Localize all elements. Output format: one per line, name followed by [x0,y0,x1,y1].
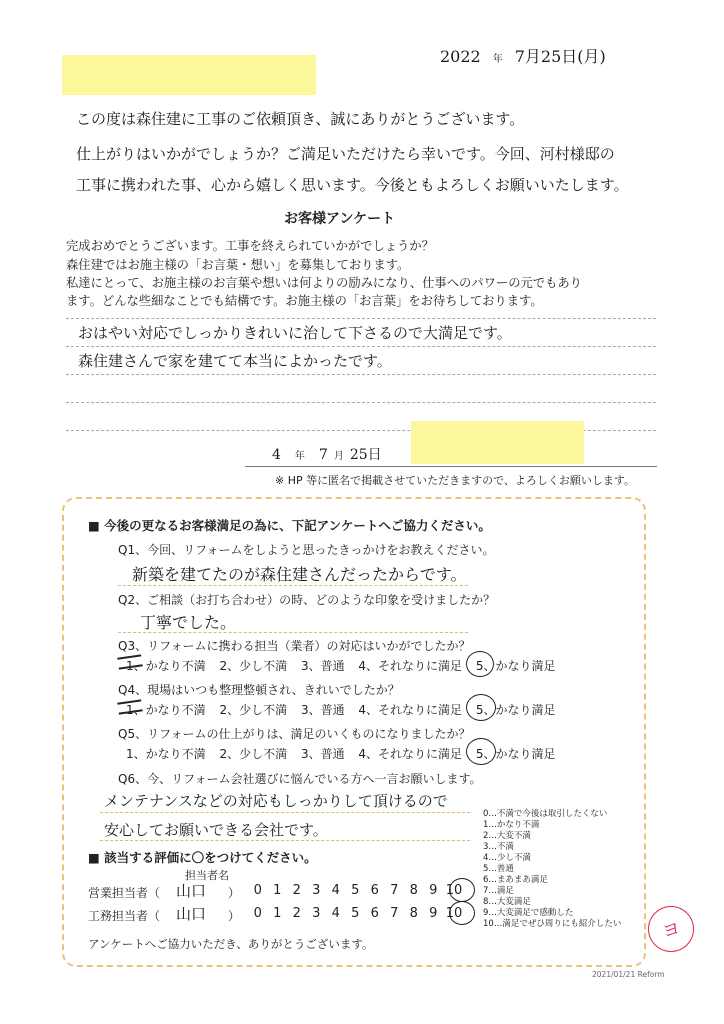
works-score-10[interactable]: 10 [445,906,463,921]
sales-score-7[interactable]: 7 [390,883,399,898]
inspection-stamp [648,906,694,952]
works-score-1[interactable]: 1 [273,906,282,921]
legend-item: 9…大変満足で感動した [483,908,574,918]
q6-rule-2 [100,840,470,841]
sales-score-0[interactable]: 0 [253,883,262,898]
letter-line-1: この度は森住建に工事のご依頼頂き、誠にありがとうございます。 [76,110,525,128]
q5-selected-circle [466,738,496,765]
works-score-7[interactable]: 7 [390,906,399,921]
works-scale [248,906,465,921]
sales-scale [248,883,465,898]
sales-staff-label: 営業担当者（ [88,886,161,900]
letter-line-2: 仕上がりはいかがでしょうか？ご満足いただけたら幸いです。今回、河村様邸の [76,145,615,163]
intro-line-4: ます。どんな些細なことでも結構です。お施主様の「お言葉」をお待ちしております。 [66,294,543,308]
q5-option-4[interactable]: 4、それなりに満足 [358,747,463,761]
q3-text: Q3、リフォームに携わる担当（業者）の対応はいかがでしたか？ [118,639,471,653]
q6-answer-line-2: 安心してお願いできる会社です。 [104,821,328,839]
redacted-signature-highlight [411,421,584,464]
letter-line-3: 工事に携われた事、心から嬉しく思います。今後ともよろしくお願いいたします。 [76,176,629,194]
q6-rule-1 [100,812,470,813]
q4-option-4[interactable]: 4、それなりに満足 [358,703,463,717]
intro-line-1: 完成おめでとうございます。工事を終えられていかがでしょうか？ [66,239,434,253]
survey-title: お客様アンケート [284,211,396,227]
q5-text: Q5、リフォームの仕上がりは、満足のいくものになりましたか？ [118,727,471,741]
sales-score-8[interactable]: 8 [409,883,418,898]
works-score-5[interactable]: 5 [351,906,360,921]
sales-score-4[interactable]: 4 [331,883,340,898]
rating-legend [483,809,621,930]
intro-line-2: 森住建ではお施主様の「お言葉・想い」を募集しております。 [66,258,410,272]
legend-item: 6…まあまあ満足 [483,875,548,885]
sales-score-1[interactable]: 1 [273,883,282,898]
signature-date: 4 年 7 月 25日 [272,447,382,463]
q2-rule [118,632,468,633]
signature-rule [245,466,657,467]
works-score-6[interactable]: 6 [370,906,379,921]
sales-staff-row [88,884,160,901]
sales-score-6[interactable]: 6 [370,883,379,898]
q4-option-5[interactable]: 5、かなり満足 [475,703,556,717]
q5-option-2[interactable]: 2、少し不満 [219,747,288,761]
sales-score-3[interactable]: 3 [312,883,321,898]
works-score-3[interactable]: 3 [312,906,321,921]
q3-option-5[interactable]: 5、かなり満足 [475,659,556,673]
legend-item: 1…かなり不満 [483,820,540,830]
legend-item: 10…満足でぜひ周りにも紹介したい [483,919,622,929]
q3-option-2[interactable]: 2、少し不満 [219,659,288,673]
works-selected-circle [449,901,475,925]
comment-rule-2 [66,346,656,347]
comment-line-2: 森住建さんで家を建てて本当によかったです。 [78,352,392,370]
publish-note: ※ HP 等に匿名で掲載させていただきますので、よろしくお願いします。 [275,474,636,487]
q3-option-3[interactable]: 3、普通 [300,659,345,673]
works-score-2[interactable]: 2 [292,906,301,921]
sales-close-paren: ） [228,886,241,900]
q4-selected-circle [466,694,496,721]
q4-option-2[interactable]: 2、少し不満 [219,703,288,717]
q4-option-3[interactable]: 3、普通 [300,703,345,717]
works-close-paren: ） [228,909,241,923]
q2-answer: 丁寧でした。 [140,613,237,632]
works-staff-row [88,907,160,924]
works-score-8[interactable]: 8 [409,906,418,921]
legend-item: 3…不満 [483,842,514,852]
works-score-0[interactable]: 0 [253,906,262,921]
staff-name-label: 担当者名 [185,869,229,882]
intro-line-3: 私達にとって、お施主様のお言葉や想いは何よりの励みになり、仕事へのパワーの元でもあり [66,276,582,290]
redacted-name-highlight [62,55,316,95]
form-footer-code: 2021/01/21 Reform [592,970,665,979]
q3-option-4[interactable]: 4、それなりに満足 [358,659,463,673]
works-staff-name[interactable]: 山口 [176,905,207,923]
legend-item: 8…大変満足 [483,897,531,907]
sales-score-5[interactable]: 5 [351,883,360,898]
works-score-9[interactable]: 9 [429,906,438,921]
q1-answer: 新築を建てたのが森住建さんだったからです。 [132,565,467,584]
legend-item: 0…不満で今後は取引したくない [483,809,608,819]
stamp-mark: ヨ [659,917,683,943]
sales-score-2[interactable]: 2 [292,883,301,898]
q6-text: Q6、今、リフォーム会社選びに悩んでいる方へ一言お願いします。 [118,772,482,786]
legend-item: 4…少し不満 [483,853,531,863]
legend-item: 2…大変不満 [483,831,531,841]
sales-score-10[interactable]: 10 [445,883,463,898]
sales-selected-circle [449,878,475,902]
q3-option-1[interactable]: 1、かなり不満 [126,659,206,673]
works-score-4[interactable]: 4 [331,906,340,921]
sales-staff-name[interactable]: 山口 [176,882,207,900]
q4-text: Q4、現場はいつも整理整頓され、きれいでしたか？ [118,683,400,697]
q1-rule [118,585,468,586]
comment-rule-3 [66,374,656,375]
comment-rule-4 [66,402,656,403]
rating-heading: ■ 該当する評価に〇をつけてください。 [88,850,317,865]
comment-line-1: おはやい対応でしっかりきれいに治して下さるので大満足です。 [78,324,512,342]
legend-item: 7…満足 [483,886,514,896]
works-staff-label: 工務担当者（ [88,909,161,923]
sales-score-9[interactable]: 9 [429,883,438,898]
q3-selected-circle [466,651,494,677]
q5-option-3[interactable]: 3、普通 [300,747,345,761]
comment-rule-1 [66,318,656,319]
q6-answer-line-1: メンテナンスなどの対応もしっかりして頂けるので [104,792,448,810]
q5-option-1[interactable]: 1、かなり不満 [126,747,206,761]
legend-item: 5…普通 [483,864,514,874]
letter-date: 2022 年 7月25日(月) [440,47,606,66]
q5-option-5[interactable]: 5、かなり満足 [475,747,556,761]
q2-text: Q2、ご相談（お打ち合わせ）の時、どのような印象を受けましたか？ [118,593,496,607]
thanks-text: アンケートへご協力いただき、ありがとうございます。 [88,937,374,951]
q1-text: Q1、今回、リフォームをしようと思ったきっかけをお教えください。 [118,543,495,557]
q4-option-1[interactable]: 1、かなり不満 [126,703,206,717]
questionnaire-heading: ■ 今後の更なるお客様満足の為に、下記アンケートへご協力ください。 [88,518,491,533]
